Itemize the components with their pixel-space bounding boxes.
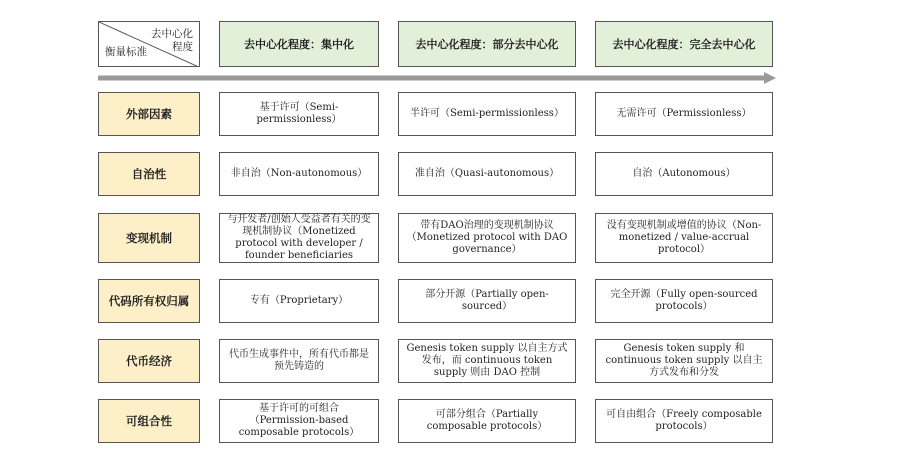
cell: Genesis token supply 和 continuous token supply 以自主方式发布和分发: [595, 339, 773, 383]
cell: 带有DAO治理的变现机制协议（Monetized protocol with DAO governance）: [398, 213, 576, 263]
row-label-external-factors: 外部因素: [98, 92, 200, 136]
corner-top-right-label: [151, 28, 193, 54]
cell: 代币生成事件中，所有代币都是预先铸造的: [219, 339, 379, 383]
cell: 基于许可的可组合（Permission-based composable protocols）: [219, 399, 379, 443]
cell: 没有变现机制或增值的协议（Non-monetized / value-accrual protocol）: [595, 213, 773, 263]
cell: 与开发者/创始人受益者有关的变现机制协议（Monetized protocol with developer / founder beneficiaries: [219, 213, 379, 263]
cell: 准自治（Quasi-autonomous）: [398, 152, 576, 196]
cell: 基于许可（Semi-permissionless）: [219, 92, 379, 136]
column-header-fully-decentralized: 去中心化程度：完全去中心化: [595, 21, 773, 67]
row-label-monetization: 变现机制: [98, 213, 200, 263]
cell: 部分开源（Partially open-sourced）: [398, 279, 576, 323]
decentralization-arrow: [98, 72, 778, 84]
row-label-code-ownership: 代码所有权归属: [98, 279, 200, 323]
corner-top-right-line2: 程度: [172, 41, 193, 53]
cell: 自治（Autonomous）: [595, 152, 773, 196]
cell: 可部分组合（Partially composable protocols）: [398, 399, 576, 443]
row-label-autonomy: 自治性: [98, 152, 200, 196]
cell: Genesis token supply 以自主方式发布，而 continuous token supply 则由 DAO 控制: [398, 339, 576, 383]
cell: 非自治（Non-autonomous）: [219, 152, 379, 196]
cell: 半许可（Semi-permissionless）: [398, 92, 576, 136]
cell: 完全开源（Fully open-sourced protocols）: [595, 279, 773, 323]
column-header-partially-decentralized: 去中心化程度：部分去中心化: [398, 21, 576, 67]
row-label-token-economy: 代币经济: [98, 339, 200, 383]
row-label-composability: 可组合性: [98, 399, 200, 443]
cell: 可自由组合（Freely composable protocols）: [595, 399, 773, 443]
cell: 无需许可（Permissionless）: [595, 92, 773, 136]
corner-top-right-line1: 去中心化: [151, 28, 193, 40]
corner-bottom-left-label: 衡量标准: [105, 46, 147, 58]
corner-header-cell: [98, 21, 200, 67]
cell: 专有（Proprietary）: [219, 279, 379, 323]
column-header-centralized: 去中心化程度：集中化: [219, 21, 379, 67]
